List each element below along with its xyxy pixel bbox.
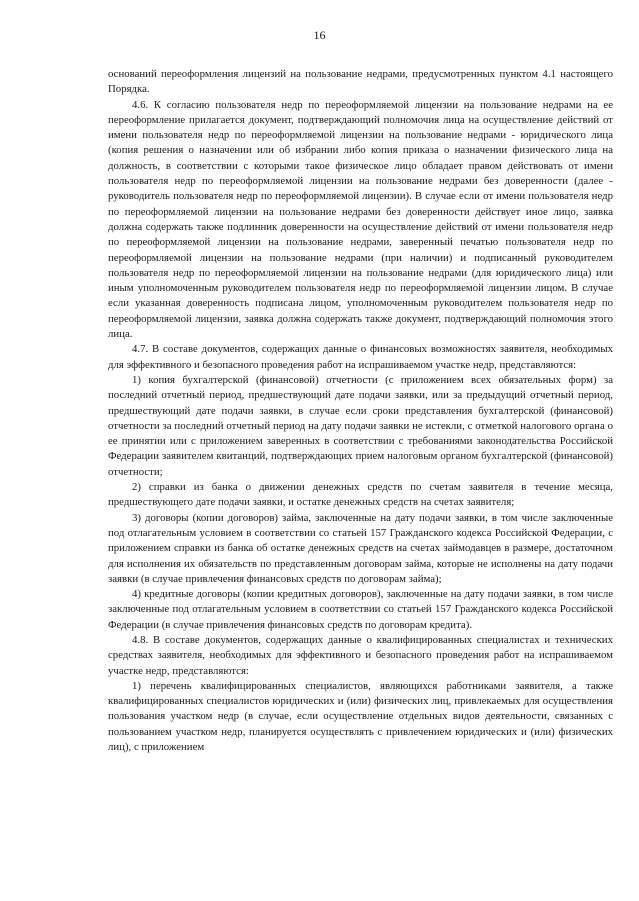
page-number: 16 (313, 28, 326, 42)
list-item-4-7-3: 3) договоры (копии договоров) займа, заключенные на дату подачи заявки, в том числе заключенные под отлагательным условием в соответствии со статьей 157 Гражданского кодекса Российской Федерации, с приложением справки из банка об остатке денежных средств на счетах займодавцев в размере, достаточном для исполнения их обязательств по представленным договорам займа, которые не исполнены на дату подачи заявки (в случае привлечения финансовых средств по договорам займа); (108, 511, 613, 585)
paragraph-4-6: 4.6. К согласию пользователя недр по переоформляемой лицензии на пользование недрами на ее переоформление прилагается документ, подтверждающий полномочия лица на осуществление действий от имени пользователя недр по переоформляемой лицензии на пользование недрами - юридического лица (копия решения о назначении или об избрании либо копия приказа о назначении физического лица на должность, в соответствии с которыми такое физическое лицо обладает правом действовать от имени пользователя недр по переоформляемой лицензии на пользование недрами без доверенности (далее - руководитель пользователя недр по переоформляемой лицензии). В случае если от имени пользователя недр по переоформляемой лицензии на пользование недрами без доверенности действует иное лицо, заявка должна содержать также подлинник доверенности на осуществление действий от имени пользователя недр по переоформляемой лицензии на пользование недрами, заверенный печатью пользователя недр по переоформляемой лицензии на пользование недрами (при наличии) и подписанный руководителем пользователя недр по переоформляемой лицензии на пользование недрами (для юридического лица) или иным уполномоченным руководителем пользователя недр по переоформляемой лицензии лицом. В случае если указанная доверенность подписана лицом, уполномоченным руководителем пользователя недр по переоформляемой лицензии, заявка должна содержать также документ, подтверждающий полномочия этого лица. (108, 98, 613, 341)
list-item-4-7-2: 2) справки из банка о движении денежных средств по счетам заявителя в течение месяца, предшествующего дате подачи заявки, и остатке денежных средств на счетах заявителя; (108, 481, 613, 509)
document-body (108, 67, 613, 755)
paragraph-continuation: оснований переоформления лицензий на пользование недрами, предусмотренных пунктом 4.1 настоящего Порядка. (108, 68, 613, 96)
paragraph-4-7: 4.7. В составе документов, содержащих данные о финансовых возможностях заявителя, необходимых для эффективного и безопасного проведения работ на испрашиваемом участке недр, представляются: (108, 343, 613, 371)
paragraph-4-8: 4.8. В составе документов, содержащих данные о квалифицированных специалистах и технических средствах заявителя, необходимых для эффективного и безопасного проведения работ на испрашиваемом участке недр, представляются: (108, 633, 613, 677)
list-item-4-7-1: 1) копия бухгалтерской (финансовой) отчетности (с приложением всех обязательных форм) за последний отчетный период, предшествующий дате подачи заявки, или за предыдущий отчетный период, предшествующий дате подачи заявки, в случае если сроки представления бухгалтерской (финансовой) отчетности за последний отчетный период на дату подачи заявки не истекли, с отметкой налогового органа о ее принятии или с приложением заверенных в соответствии с требованиями законодательства Российской Федерации заявителем квитанций, подтверждающих прием налоговым органом бухгалтерской (финансовой) отчетности; (108, 373, 613, 478)
list-item-4-7-4: 4) кредитные договоры (копии кредитных договоров), заключенные на дату подачи заявки, в том числе заключенные под отлагательным условием в соответствии со статьей 157 Гражданского кодекса Российской Федерации (в случае привлечения финансовых средств по договорам кредита). (108, 588, 613, 631)
list-item-4-8-1: 1) перечень квалифицированных специалистов, являющихся работниками заявителя, а также квалифицированных специалистов юридических и (или) физических лиц, привлекаемых для осуществления пользования участком недр (в случае, если осуществление отдельных видов деятельности, связанных с пользованием участком недр, планируется осуществлять с привлечением юридических и (или) физических лиц), с приложением (108, 679, 613, 754)
